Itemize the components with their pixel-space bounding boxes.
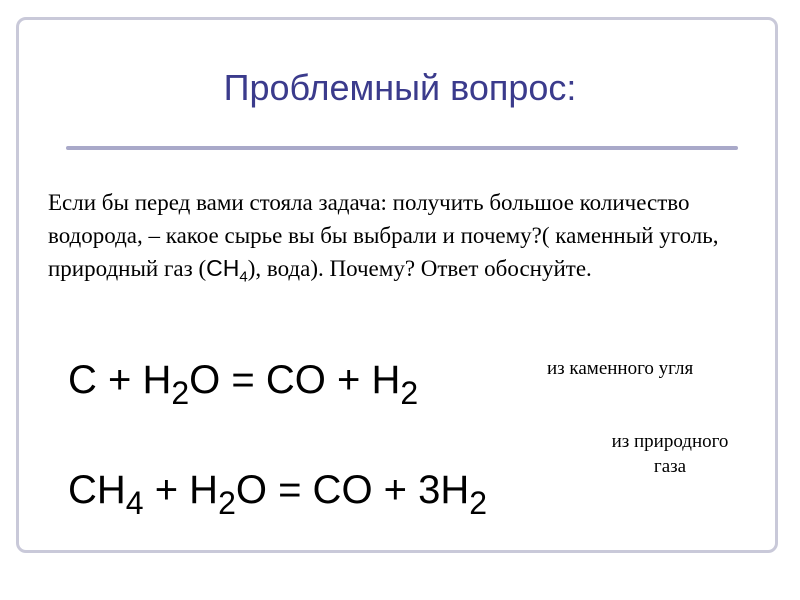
equation-coal-note: из каменного угля: [547, 358, 694, 379]
question-text-part2: ), вода). Почему? Ответ обоснуйте.: [247, 256, 592, 281]
equation-gas-note: [580, 429, 760, 479]
slide-title: Проблемный вопрос:: [223, 67, 577, 108]
equation-gas-note-line2: газа: [653, 456, 687, 477]
question-formula: $CH_4$: [206, 255, 248, 286]
question-text-part1: Если бы перед вами стояла задача: получить большое количество водорода, – какое сырье вы бы выбрали и почему?( каменный уголь, природный газ (: [48, 190, 719, 281]
equation-coal: $C + H_2O$ = CO + $H_2$: [68, 358, 419, 411]
problem-question: [48, 186, 768, 294]
equation-gas: $CH_4 + H_2O$ = CO + $3H_2$: [68, 468, 488, 521]
equation-gas-note-line1: из природного: [611, 431, 729, 452]
title-divider: [66, 146, 738, 150]
